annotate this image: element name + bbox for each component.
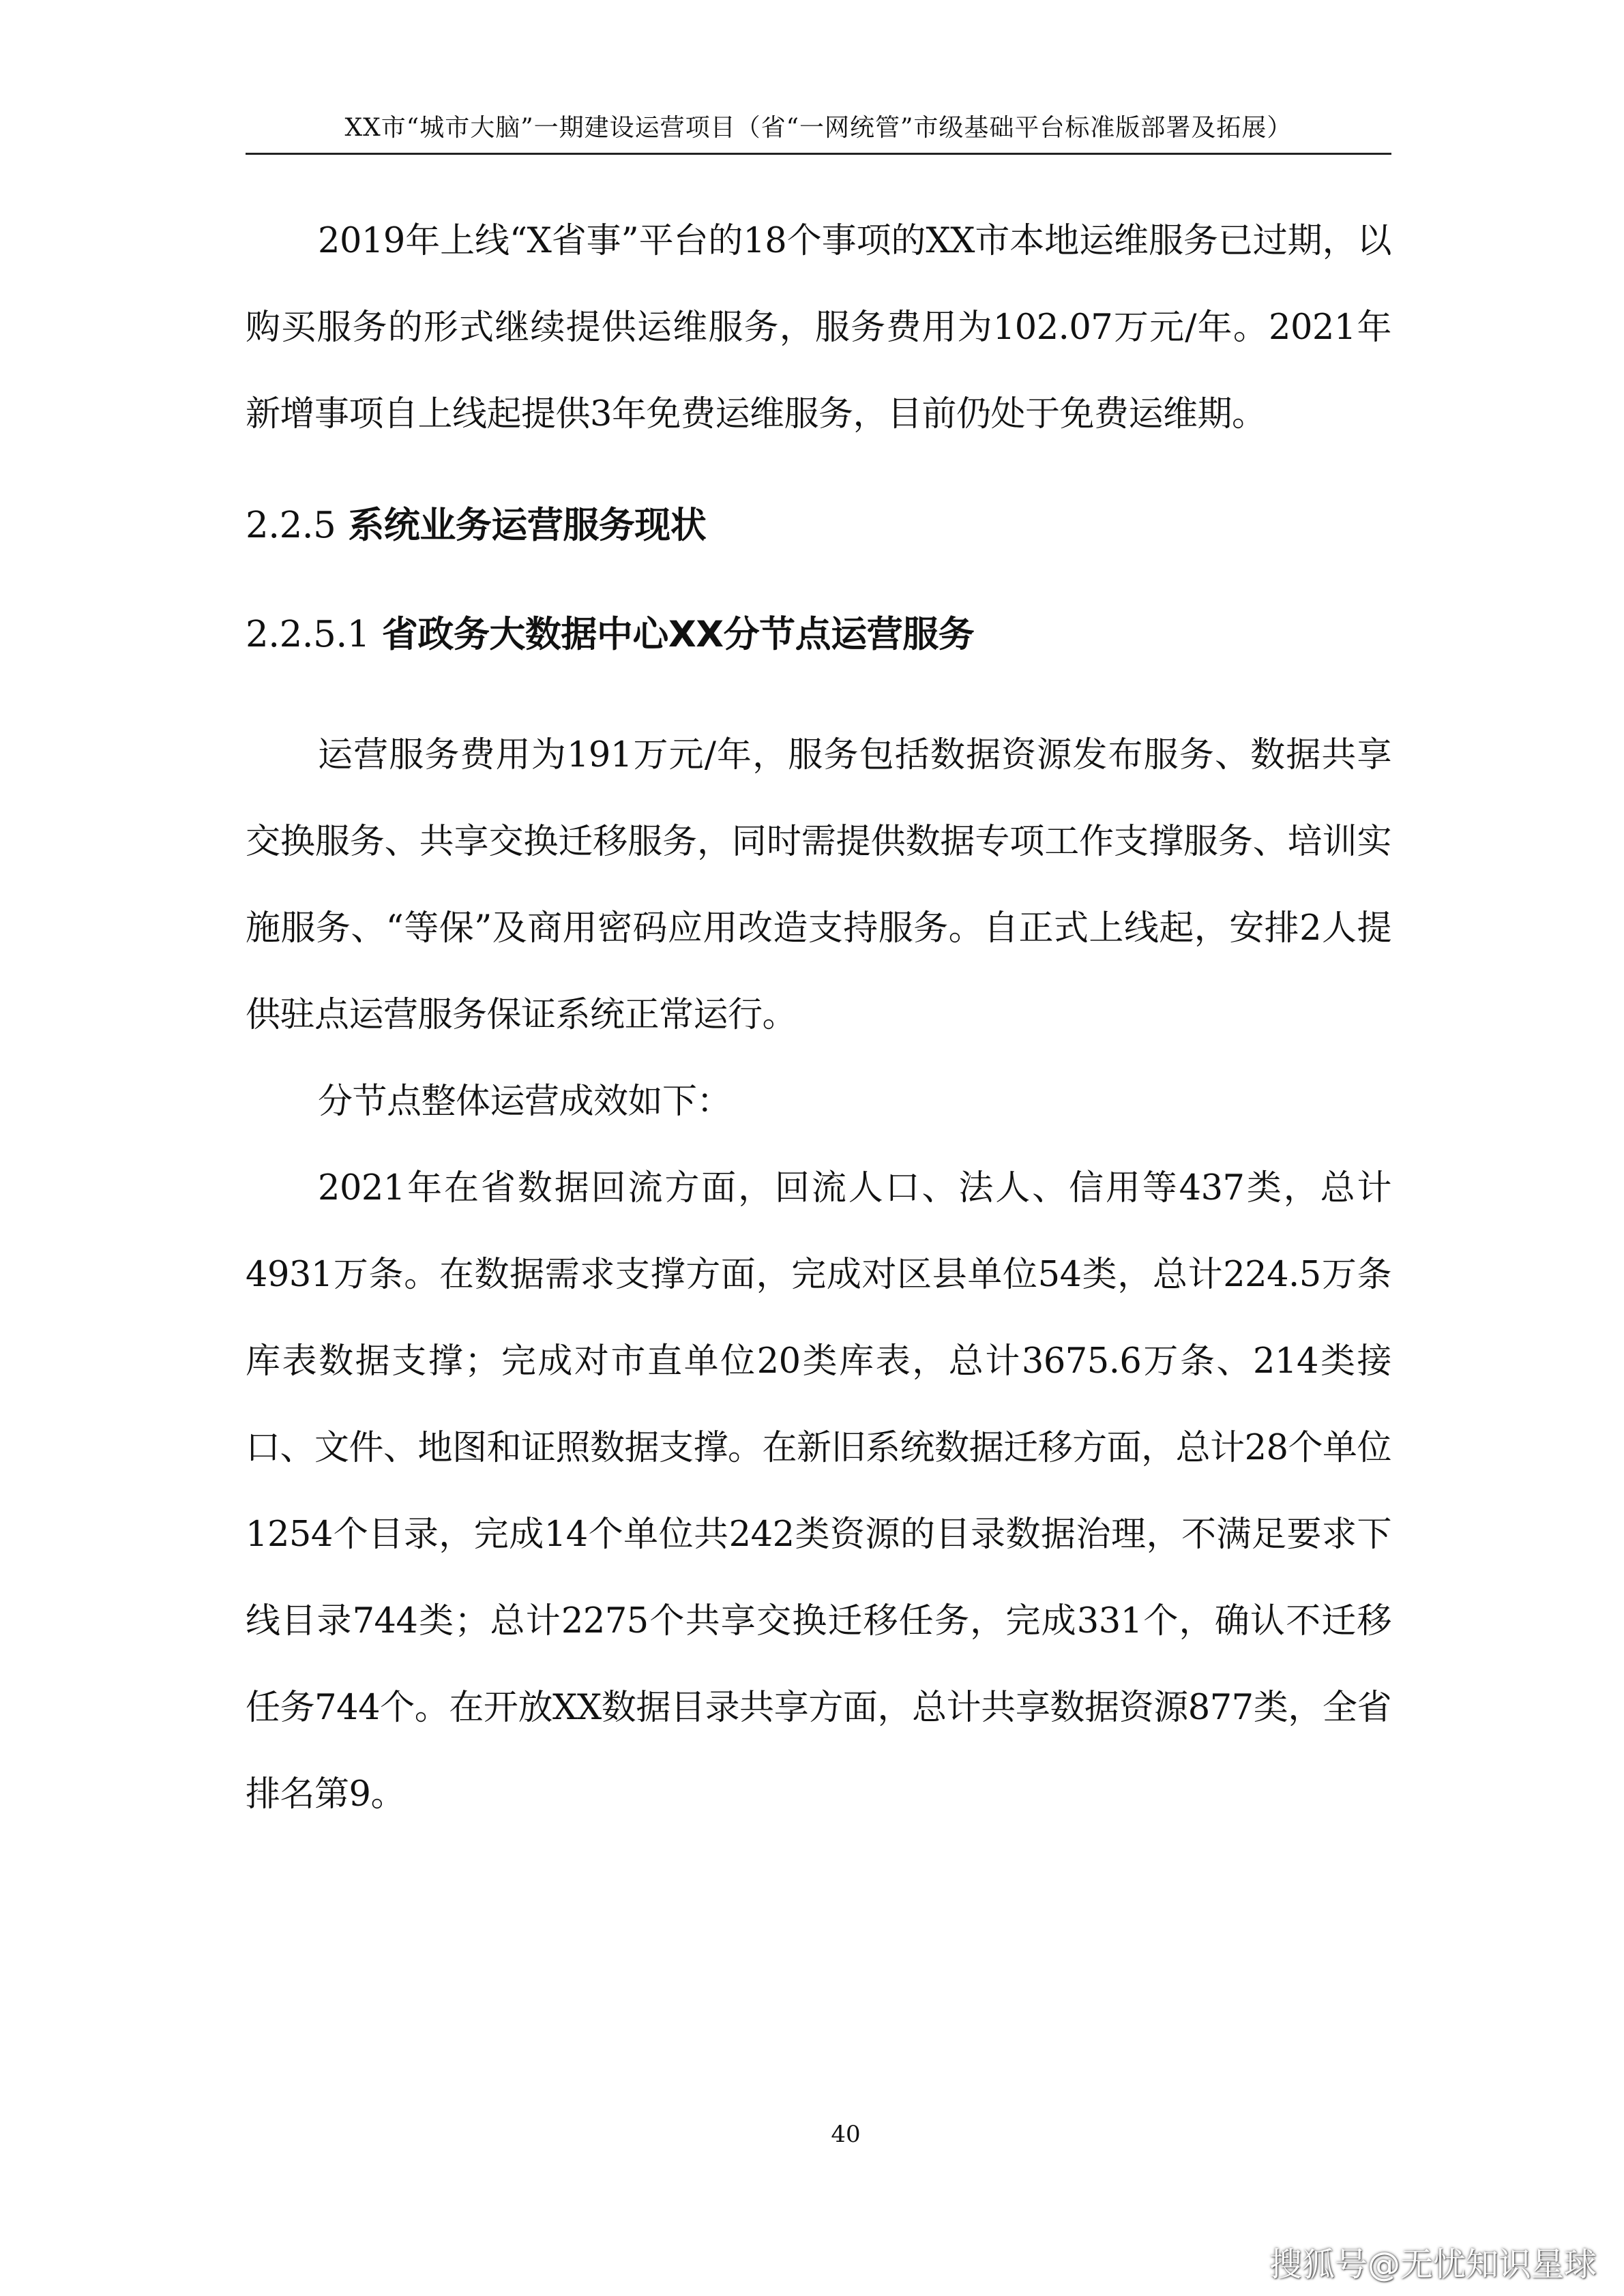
- section-heading: [246, 495, 1391, 556]
- watermark: 搜狐号@无忧知识星球: [1269, 2246, 1597, 2284]
- section-number: 2.2.5: [246, 505, 336, 546]
- section-title: 系统业务运营服务现状: [348, 505, 707, 546]
- page-header: [246, 109, 1391, 155]
- subsection-title: 省政务大数据中心XX分节点运营服务: [381, 614, 975, 655]
- subsection-number: 2.2.5.1: [246, 614, 370, 655]
- service-paragraph: 运营服务费用为191万元/年，服务包括数据资源发布服务、数据共享交换服务、共享交换迁移服务，同时需提供数据专项工作支撑服务、培训实施服务、“等保”及商用密码应用改造支持服务。自正式上线起，安排2人提供驻点运营服务保证系统正常运行。: [246, 735, 1391, 1035]
- subsection-heading: [246, 604, 1391, 666]
- page-number: 40: [831, 2121, 861, 2148]
- header-title: XX市“城市大脑”一期建设运营项目（省“一网统管”市级基础平台标准版部署及拓展）: [344, 114, 1293, 142]
- intro-paragraph: 2019年上线“X省事”平台的18个事项的XX市本地运维服务已过期，以购买服务的形式继续提供运维服务，服务费用为102.07万元/年。2021年新增事项自上线起提供3年免费运维服务，目前仍处于免费运维期。: [246, 221, 1391, 434]
- results-intro-paragraph: 分节点整体运营成效如下：: [318, 1082, 732, 1122]
- results-detail-paragraph: 2021年在省数据回流方面，回流人口、法人、信用等437类，总计4931万条。在数据需求支撑方面，完成对区县单位54类，总计224.5万条库表数据支撑；完成对市直单位20类库表，总计3675.6万条、214类接口、文件、地图和证照数据支撑。在新旧系统数据迁移方面，总计28个单位1254个目录，完成14个单位共242类资源的目录数据治理，不满足要求下线目录744类；总计2275个共享交换迁移任务，完成331个，确认不迁移任务744个。在开放XX数据目录共享方面，总计共享数据资源877类，全省排名第9。: [246, 1168, 1391, 1815]
- document-body: [246, 198, 1391, 1838]
